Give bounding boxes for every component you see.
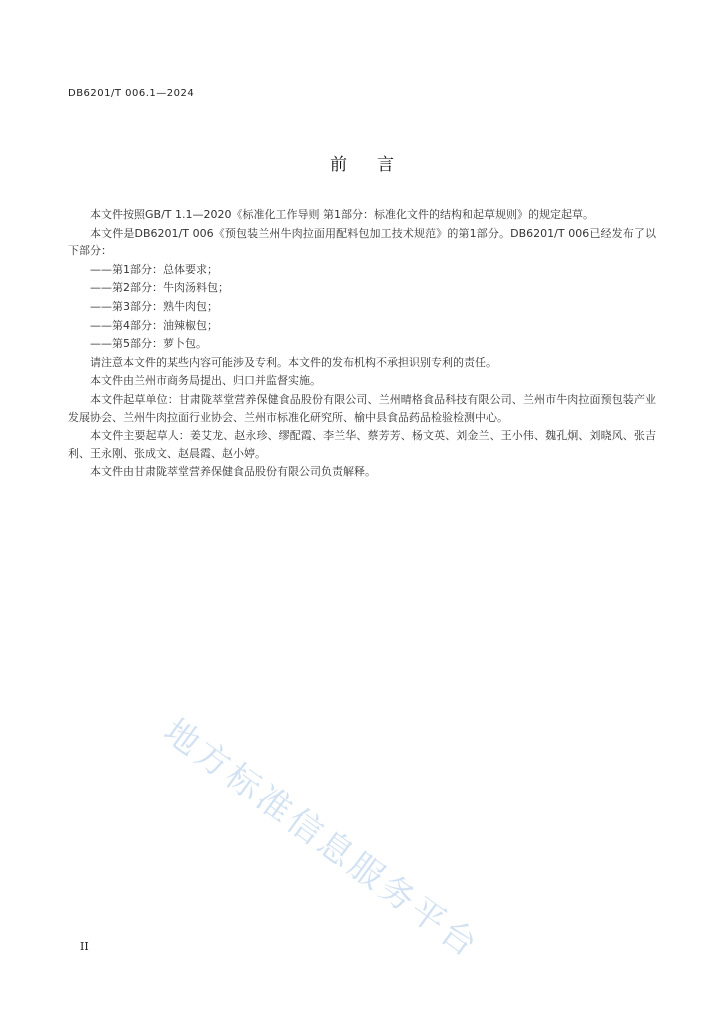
- paragraph-drafters: 本文件主要起草人：姜艾龙、赵永珍、缪配霞、李兰华、蔡芳芳、杨文英、刘金兰、王小伟、魏孔炯、刘晓风、张吉利、王永刚、张成文、赵晨霞、赵小婷。: [68, 429, 656, 460]
- list-item-part-2: ——第2部分：牛肉汤料包；: [90, 281, 229, 295]
- paragraph-interpretation: 本文件由甘肃陇萃堂营养保健食品股份有限公司负责解释。: [90, 465, 376, 479]
- foreword-body: [68, 206, 656, 482]
- list-item-part-1: ——第1部分：总体要求；: [90, 262, 218, 276]
- list-item-part-3: ——第3部分：熟牛肉包；: [90, 299, 218, 313]
- paragraph-patent-notice: 请注意本文件的某些内容可能涉及专利。本文件的发布机构不承担识别专利的责任。: [90, 355, 497, 369]
- paragraph-drafting-units: 本文件起草单位：甘肃陇萃堂营养保健食品股份有限公司、兰州晴格食品科技有限公司、兰州市牛肉拉面预包装产业发展协会、兰州牛肉拉面行业协会、兰州市标准化研究所、榆中县食品药品检验检测中心。: [68, 392, 656, 424]
- doc-number: DB6201/T 006.1—2024: [68, 88, 195, 99]
- paragraph-drafting-rules: 本文件按照GB/T 1.1—2020《标准化工作导则 第1部分：标准化文件的结构和起草规则》的规定起草。: [90, 208, 594, 221]
- list-item-part-5: ——第5部分：萝卜包。: [90, 337, 207, 351]
- paragraph-proposer: 本文件由兰州市商务局提出、归口并监督实施。: [90, 374, 321, 388]
- watermark: 地方标准信息服务平台: [156, 711, 488, 967]
- page-number: II: [80, 940, 89, 953]
- page-title: 前言: [330, 155, 424, 175]
- paragraph-series-intro: 本文件是DB6201/T 006《预包装兰州牛肉拉面用配料包加工技术规范》的第1部分。DB6201/T 006已经发布了以下部分：: [68, 226, 656, 258]
- list-item-part-4: ——第4部分：油辣椒包；: [90, 318, 218, 332]
